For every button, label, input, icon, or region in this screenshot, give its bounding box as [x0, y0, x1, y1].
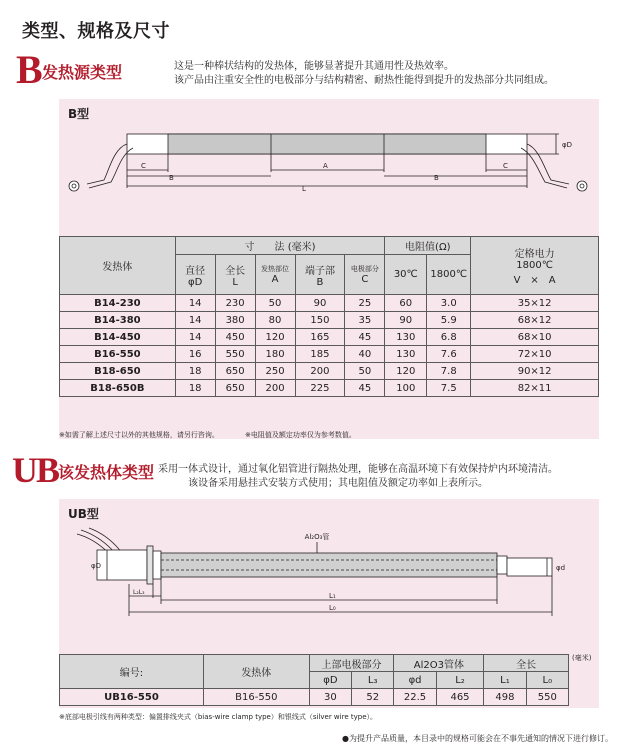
footer-note: ●为提升产品质量，本目录中的规格可能会在不事先通知的情况下进行修订。	[342, 734, 613, 743]
ub-label-phi-d-left: φD	[91, 562, 102, 570]
value-cell: 6.8	[427, 329, 471, 346]
ub-sub-l1: L₁	[484, 672, 526, 689]
ub-cell-phi-d: 22.5	[394, 689, 436, 706]
section-letter-b: B	[16, 47, 43, 92]
value-cell: 40	[345, 346, 385, 363]
ub-label-l1: L₁	[329, 592, 336, 600]
value-cell: 25	[345, 295, 385, 312]
ub-cell-code: UB16-550	[60, 689, 204, 706]
sub-dia-header	[175, 255, 215, 295]
value-cell: 68×12	[471, 312, 599, 329]
ub-col-heater: 发热体	[203, 655, 309, 689]
sub-heat-header	[255, 255, 295, 295]
ub-sub-phi-d: φd	[394, 672, 436, 689]
value-cell: 18	[175, 380, 215, 397]
dim-label-b-left: B	[169, 174, 174, 182]
table-row	[60, 312, 599, 329]
value-cell: 165	[295, 329, 345, 346]
value-cell: 7.8	[427, 363, 471, 380]
ub-cell-l0: 550	[526, 689, 568, 706]
rated-line-3: V × A	[513, 275, 556, 286]
value-cell: 45	[345, 329, 385, 346]
ub-panel-title: UB型	[68, 507, 99, 521]
ub-cell-heater: B16-550	[203, 689, 309, 706]
value-cell: 14	[175, 295, 215, 312]
table-row	[60, 329, 599, 346]
sub-heat-l2: A	[271, 274, 279, 285]
value-cell: 230	[215, 295, 255, 312]
sub-term-header	[295, 255, 345, 295]
value-cell: 650	[215, 363, 255, 380]
ub-cell-l2: 465	[436, 689, 484, 706]
value-cell: 150	[295, 312, 345, 329]
ub-type-diagram	[59, 520, 599, 620]
ub-sub-phi-D: φD	[309, 672, 351, 689]
b-intro	[174, 60, 554, 88]
sub-elec-l2: C	[361, 274, 369, 285]
dim-label-c-left: C	[141, 162, 146, 170]
value-cell: 16	[175, 346, 215, 363]
dim-label-phi-d: φD	[562, 141, 573, 149]
value-cell: 80	[255, 312, 295, 329]
value-cell: 90×12	[471, 363, 599, 380]
value-cell: 3.0	[427, 295, 471, 312]
ub-group-total: 全长	[484, 655, 569, 672]
sub-term-l1: 端子部	[304, 265, 335, 277]
ub-unit: (毫米)	[572, 654, 592, 662]
value-cell: 130	[385, 329, 427, 346]
ub-sub-l0: L₀	[526, 672, 568, 689]
ub-intro-line-2: 该设备采用悬挂式安装方式使用；其电阻值及额定功率如上表所示。	[188, 478, 488, 489]
model-cell: B14-380	[60, 312, 176, 329]
ub-cell-l1: 498	[484, 689, 526, 706]
section-letter-ub: UB	[12, 450, 59, 490]
ub-label-l2l3: L₂L₃	[133, 589, 145, 596]
sub-len-l2: L	[232, 276, 238, 288]
dim-label-l: L	[302, 185, 306, 193]
col-rated-header	[471, 237, 599, 295]
dim-label-a: A	[323, 162, 328, 170]
table-row	[60, 346, 599, 363]
sub-dia-l1: 直径	[185, 265, 206, 277]
value-cell: 35	[345, 312, 385, 329]
value-cell: 120	[385, 363, 427, 380]
table-row	[60, 295, 599, 312]
table-row	[60, 363, 599, 380]
value-cell: 14	[175, 329, 215, 346]
model-cell: B16-550	[60, 346, 176, 363]
b-panel-title: B型	[68, 107, 90, 121]
value-cell: 18	[175, 363, 215, 380]
value-cell: 100	[385, 380, 427, 397]
b-intro-line-2: 该产品由注重安全性的电极部分与结构精密、耐热性能得到提升的发热部分共同组成。	[174, 75, 554, 86]
model-cell: B14-450	[60, 329, 176, 346]
value-cell: 225	[295, 380, 345, 397]
value-cell: 185	[295, 346, 345, 363]
value-cell: 50	[345, 363, 385, 380]
value-cell: 120	[255, 329, 295, 346]
value-cell: 450	[215, 329, 255, 346]
ub-label-l0: L₀	[329, 604, 336, 612]
b-type-diagram	[59, 120, 599, 200]
ub-note: ※底部电极引线有两种类型：偏置排线夹式（bias-wire clamp type）和银线式（silver wire type）。	[59, 713, 378, 721]
value-cell: 200	[295, 363, 345, 380]
ub-intro	[158, 463, 558, 491]
ub-group-upper: 上部电极部分	[309, 655, 394, 672]
value-cell: 50	[255, 295, 295, 312]
sub-len-header	[215, 255, 255, 295]
model-cell: B18-650B	[60, 380, 176, 397]
value-cell: 180	[255, 346, 295, 363]
sub-elec-l1: 电极部分	[350, 265, 379, 273]
b-note-2: ※电阻值及额定功率仅为参考数值。	[245, 431, 356, 439]
ub-cell-phi-D: 30	[309, 689, 351, 706]
value-cell: 7.5	[427, 380, 471, 397]
sub-dia-l2: φD	[188, 276, 203, 288]
ub-label-phi-d-right: φd	[556, 564, 566, 572]
value-cell: 200	[255, 380, 295, 397]
value-cell: 60	[385, 295, 427, 312]
ub-sub-l3: L₃	[352, 672, 394, 689]
ub-group-tube: Al2O3管体	[394, 655, 484, 672]
b-note-1: ※如需了解上述尺寸以外的其他规格，请另行咨询。	[59, 431, 219, 439]
value-cell: 72×10	[471, 346, 599, 363]
sub-elec-header	[345, 255, 385, 295]
value-cell: 650	[215, 380, 255, 397]
dim-label-c-right: C	[503, 162, 508, 170]
value-cell: 35×12	[471, 295, 599, 312]
value-cell: 82×11	[471, 380, 599, 397]
b-section-title: 发热源类型	[42, 63, 123, 82]
ub-sub-l2: L₂	[436, 672, 484, 689]
value-cell: 90	[385, 312, 427, 329]
group-resist-header: 电阻值(Ω)	[385, 237, 471, 255]
model-cell: B14-230	[60, 295, 176, 312]
value-cell: 90	[295, 295, 345, 312]
ub-section-title: 该发热体类型	[58, 463, 155, 482]
col-model-header: 发热体	[60, 237, 176, 295]
table-row	[60, 380, 599, 397]
value-cell: 14	[175, 312, 215, 329]
sub-r1800-header: 1800℃	[427, 255, 471, 295]
value-cell: 550	[215, 346, 255, 363]
rated-line-2: 1800℃	[516, 260, 553, 271]
value-cell: 250	[255, 363, 295, 380]
sub-r30-header: 30℃	[385, 255, 427, 295]
value-cell: 68×10	[471, 329, 599, 346]
value-cell: 5.9	[427, 312, 471, 329]
b-spec-table	[59, 236, 599, 397]
ub-table-row	[60, 689, 569, 706]
value-cell: 130	[385, 346, 427, 363]
value-cell: 45	[345, 380, 385, 397]
dim-label-b-right: B	[434, 174, 439, 182]
ub-spec-table	[59, 654, 569, 706]
page-title: 类型、规格及尺寸	[22, 21, 170, 42]
ub-label-tube: Al₂O₃管	[304, 533, 330, 541]
sub-term-l2: B	[316, 276, 324, 288]
sub-len-l1: 全长	[225, 265, 246, 277]
group-dims-header: 寸 法 (毫米)	[175, 237, 385, 255]
model-cell: B18-650	[60, 363, 176, 380]
ub-intro-line-1: 采用一体式设计，通过氧化铝管进行隔热处理，能够在高温环境下有效保持炉内环境清洁。	[158, 464, 558, 475]
ub-cell-l3: 52	[352, 689, 394, 706]
sub-heat-l1: 发热部位	[261, 265, 290, 273]
value-cell: 7.6	[427, 346, 471, 363]
value-cell: 380	[215, 312, 255, 329]
b-intro-line-1: 这是一种棒状结构的发热体，能够显著提升其通用性及热效率。	[174, 61, 454, 72]
ub-col-code: 编号:	[60, 655, 204, 689]
rated-line-1: 定格电力	[514, 249, 555, 260]
